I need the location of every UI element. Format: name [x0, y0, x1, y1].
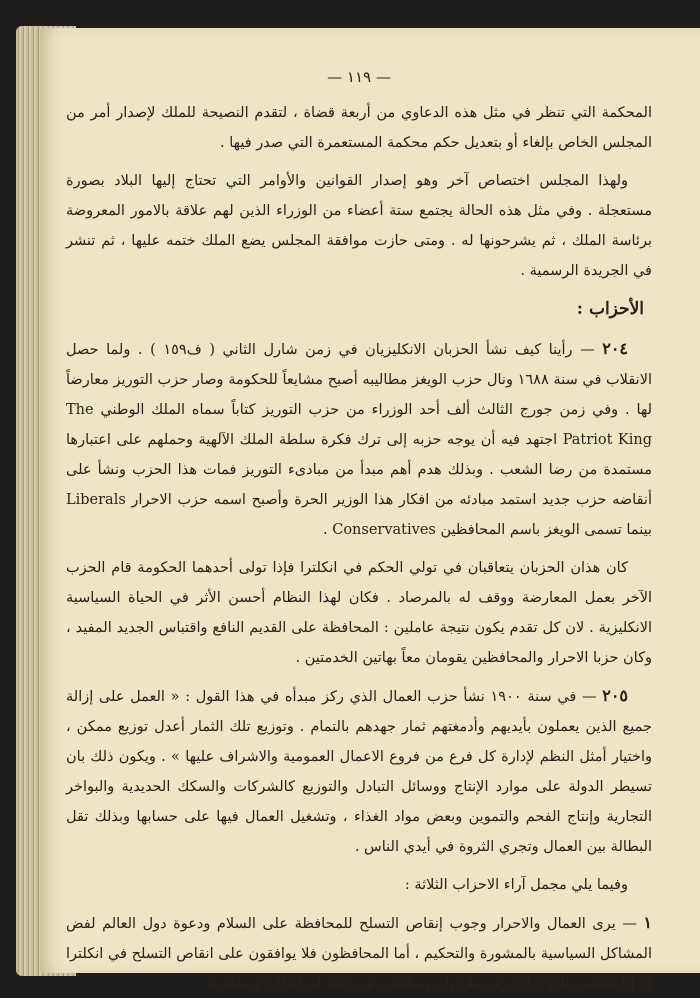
text-segment: — يرى العمال والاحرار وجوب إنقاص التسلح للمحافظة على السلام ودعوة دول العالم لفض المشاكل السياسية بالمشورة والتحكيم ، أما المحافظون فلا يوافقون على انقاص التسلح في انكلترا إلا إذا انقصت الدول الاخرى سلاحها ، ويمانعون في عقد أي اتفاق أو معاهدة: [66, 916, 652, 992]
item-number: ١: [643, 913, 652, 932]
text-segment: .: [323, 522, 333, 538]
paragraph-summary-intro: وفيما يلي مجمل آراء الاحزاب الثلاثة :: [404, 877, 628, 893]
text-segment: بينما تسمى الويغز باسم المحافظين: [435, 522, 652, 538]
english-term-conservatives: Conservatives: [332, 522, 436, 538]
text-segment: اجتهد فيه أن يوجه حزبه إلى ترك فكرة سلطة الملك الآلهية وحملهم على اعتبارها مستمدة من رضا الشعب . وبذلك هدم أهم مبدأ من مبادىء التوريز فمات هذا الحزب ونشأ على أنقاضه حزب جديد استمد مبادئه من افكار هذا الوزير الحرة وأصبح اسمه حزب الاحرار: [66, 432, 652, 508]
paragraph-alternation: كان هذان الحزبان يتعاقبان في تولي الحكم في انكلترا فإذا تولى أحدهما الحكومة قام الحزب الآخر بعمل المعارضة ووقف له بالمرصاد . فكان لهذا النظام أحسن الأثر في الحياة السياسية الانكليزية . لان كل تقدم يكون نتيجة عاملين : المحافظة على القديم النافع واقتباس الجديد المفيد ، وكان حزبا الاحرار والمحافظين يقومان معاً بهاتين الخدمتين .: [66, 560, 652, 666]
page-content: [66, 62, 652, 998]
text-segment: — في سنة ١٩٠٠ نشأ حزب العمال الذي ركز مبدأه في هذا القول : « العمل على إزالة جميع الذين يعملون بأيديهم وأدمغتهم ثمار جهدهم بالتمام . وتوزيع تلك الثمار أعدل توزيع ممكن ، واختيار أمثل النظم لإدارة كل فرع من فروع الاعمال العمومية والاشراف عليها » . ويكون ذلك بان تسيطر الدولة على موارد الإنتاج ووسائل التبادل والتوزيع كالشركات والسكك الحديدية والبواخر التجارية وإنتاج الفحم والتموين وبعض مواد الغذاء ، وتشغيل العمال فيها على حسابها وبذلك تقل البطالة بين العمال وتجري الثروة في أيدي الناس .: [66, 689, 652, 855]
paragraph-204: [66, 334, 652, 545]
section-number: ٢٠٥: [602, 686, 628, 705]
page-number: — ١١٩ —: [327, 68, 391, 86]
section-heading-parties: الأحزاب :: [576, 299, 644, 319]
paragraph-1: المحكمة التي تنظر في مثل هذه الدعاوي من أربعة قضاة ، لتقدم النصيحة للملك لإصدار أمر من المجلس الخاص بإلغاء أو بتعديل حكم محكمة المستعمرة التي صدر فيها .: [66, 105, 652, 151]
text-segment: — رأينا كيف نشأ الحزبان الانكليزيان في زمن شارل الثاني ( ف١٥٩ ) . ولما حصل الانقلاب في سنة ١٦٨٨ ونال حزب الويغز مطاليبه أصبح مشايعاً للحكومة وصار حزب التوريز معارضاً لها . وفي زمن جورج الثالث ألف أحد الوزراء من حزب التوريز كتاباً سماه الملك الوطني: [66, 342, 652, 418]
english-term-patriot-king: The Patriot King: [66, 402, 652, 448]
paragraph-2: ولهذا المجلس اختصاص آخر وهو إصدار القوانين والأوامر التي تحتاج إليها البلاد بصورة مستعجلة . وفي مثل هذه الحالة يجتمع ستة أعضاء من الوزراء الذين لهم علاقة بالامور المعروضة برئاسة الملك ، ثم يشرحونها له . ومتى حازت موافقة المجلس يضع الملك ختمه عليها ، ثم تنشر في الجريدة الرسمية .: [66, 173, 652, 279]
section-number: ٢٠٤: [602, 339, 628, 358]
list-item-1: [66, 908, 652, 998]
english-term-liberals: Liberals: [66, 492, 126, 508]
paragraph-205: [66, 681, 652, 862]
